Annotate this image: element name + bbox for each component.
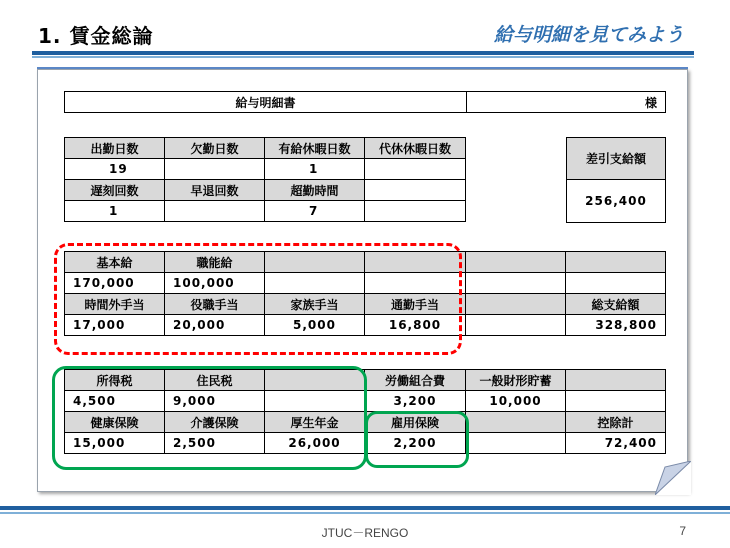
- attendance-label: 欠勤日数: [165, 138, 265, 159]
- deduction-value: 3,200: [365, 391, 466, 412]
- pay-value: 17,000: [65, 315, 165, 336]
- attendance-value: 19: [65, 159, 165, 180]
- pay-value: 170,000: [65, 273, 165, 294]
- attendance-table: [64, 137, 466, 222]
- deduction-value: 9,000: [165, 391, 265, 412]
- header-rule: [32, 51, 694, 55]
- pay-label: 役職手当: [165, 294, 265, 315]
- total-deduction-label: 控除計: [566, 412, 666, 433]
- attendance-value: [365, 201, 466, 222]
- net-pay-table: [566, 137, 666, 223]
- page-curl-icon: [655, 461, 691, 495]
- footer-rule: [0, 506, 730, 510]
- attendance-label: 出勤日数: [65, 138, 165, 159]
- attendance-value: [365, 159, 466, 180]
- deduction-label: 労働組合費: [365, 370, 466, 391]
- attendance-value: 1: [65, 201, 165, 222]
- net-pay-value: 256,400: [567, 180, 666, 223]
- header-rule-thin: [32, 56, 694, 58]
- pay-label: 家族手当: [265, 294, 365, 315]
- deduction-value: 10,000: [466, 391, 566, 412]
- page-title: 1. 賃金総論: [38, 24, 154, 48]
- deduction-value: 2,500: [165, 433, 265, 454]
- deduction-value: 4,500: [65, 391, 165, 412]
- attendance-label: 有給休暇日数: [265, 138, 365, 159]
- attendance-label: 代休休暇日数: [365, 138, 466, 159]
- payslip-header-table: [64, 91, 666, 113]
- pay-label: [566, 252, 666, 273]
- payslip-honorific: 様: [467, 92, 666, 113]
- deduction-label: [466, 412, 566, 433]
- deduction-label: 一般財形貯蓄: [466, 370, 566, 391]
- attendance-value: [165, 201, 265, 222]
- pay-label: 時間外手当: [65, 294, 165, 315]
- footer-org: JTUC－RENGO: [321, 526, 409, 540]
- deduction-value: 2,200: [365, 433, 466, 454]
- page-number: 7: [679, 524, 686, 538]
- page-subtitle: 給与明細を見てみよう: [493, 24, 684, 46]
- attendance-value-row: [65, 159, 466, 180]
- net-pay-label: 差引支給額: [567, 138, 666, 180]
- deduction-value: [566, 391, 666, 412]
- pay-value: [466, 273, 566, 294]
- pay-label: [466, 252, 566, 273]
- pay-value: 20,000: [165, 315, 265, 336]
- pay-value: 16,800: [365, 315, 466, 336]
- pay-value: 100,000: [165, 273, 265, 294]
- deduction-label: 厚生年金: [265, 412, 365, 433]
- attendance-value: 1: [265, 159, 365, 180]
- attendance-label: 早退回数: [165, 180, 265, 201]
- deduction-label: 住民税: [165, 370, 265, 391]
- deduction-label: 介護保険: [165, 412, 265, 433]
- pay-highlight-dashed-box: [54, 243, 462, 355]
- attendance-label-row: [65, 138, 466, 159]
- attendance-label: 超勤時間: [265, 180, 365, 201]
- total-deduction-value: 72,400: [566, 433, 666, 454]
- pay-label: [466, 294, 566, 315]
- gross-pay-value: 328,800: [566, 315, 666, 336]
- gross-pay-label: 総支給額: [566, 294, 666, 315]
- attendance-value: 7: [265, 201, 365, 222]
- attendance-label-row: [65, 180, 466, 201]
- deduction-value: [466, 433, 566, 454]
- attendance-label: [365, 180, 466, 201]
- pay-value: 5,000: [265, 315, 365, 336]
- deduction-value: 26,000: [265, 433, 365, 454]
- pay-value: [566, 273, 666, 294]
- pay-label: 職能給: [165, 252, 265, 273]
- tax-insurance-highlight-box: [52, 366, 367, 470]
- payslip-title: 給与明細書: [65, 92, 467, 113]
- attendance-value-row: [65, 201, 466, 222]
- pay-label: 基本給: [65, 252, 165, 273]
- footer-rule-thin: [0, 512, 730, 514]
- deduction-label: 所得税: [65, 370, 165, 391]
- deduction-label: 雇用保険: [365, 412, 466, 433]
- pay-label: 通勤手当: [365, 294, 466, 315]
- deduction-label: 健康保険: [65, 412, 165, 433]
- pay-value: [466, 315, 566, 336]
- attendance-value: [165, 159, 265, 180]
- deduction-value: 15,000: [65, 433, 165, 454]
- deduction-label: [566, 370, 666, 391]
- employment-insurance-highlight-box: [365, 411, 469, 468]
- attendance-label: 遅刻回数: [65, 180, 165, 201]
